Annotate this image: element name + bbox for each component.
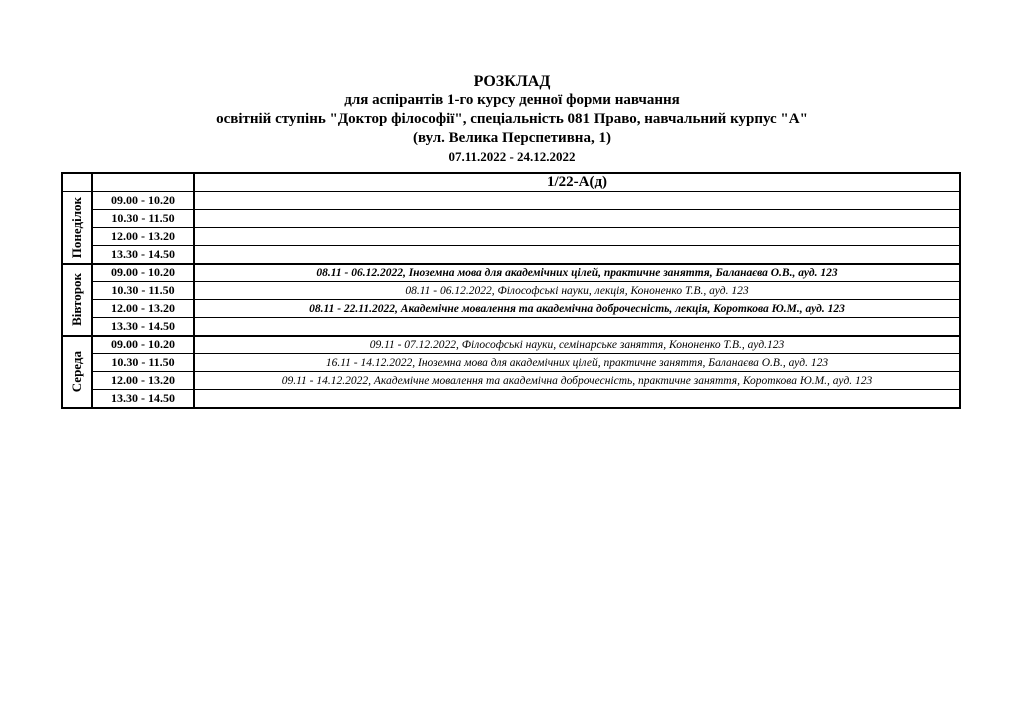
table-row xyxy=(62,228,960,246)
time-slot: 13.30 - 14.50 xyxy=(92,390,194,408)
lesson-cell: 08.11 - 06.12.2022, Іноземна мова для академічних цілей, практичне заняття, Баланаєва О.В., ауд. 123 xyxy=(194,264,960,282)
lesson-cell xyxy=(194,390,960,408)
schedule-table xyxy=(61,172,961,409)
document-header xyxy=(0,72,1024,165)
lesson-cell: 09.11 - 07.12.2022, Філософські науки, семінарське заняття, Кононенко Т.В., ауд.123 xyxy=(194,336,960,354)
table-row xyxy=(62,354,960,372)
time-slot: 09.00 - 10.20 xyxy=(92,192,194,210)
table-row xyxy=(62,210,960,228)
table-row xyxy=(62,300,960,318)
time-slot: 12.00 - 13.20 xyxy=(92,228,194,246)
day-label: Понеділок xyxy=(69,196,84,258)
table-row xyxy=(62,264,960,282)
header-corner-time xyxy=(92,173,194,192)
day-cell-tuesday xyxy=(62,264,92,336)
subtitle-address: (вул. Велика Перспетивна, 1) xyxy=(413,130,611,146)
time-slot: 10.30 - 11.50 xyxy=(92,354,194,372)
time-slot: 13.30 - 14.50 xyxy=(92,318,194,336)
lesson-cell xyxy=(194,318,960,336)
group-name: 1/22-А(д) xyxy=(194,173,960,192)
page-title: РОЗКЛАД xyxy=(473,73,551,90)
day-label: Середа xyxy=(69,350,84,393)
table-header-row xyxy=(62,173,960,192)
table-row xyxy=(62,372,960,390)
table-row xyxy=(62,192,960,210)
time-slot: 09.00 - 10.20 xyxy=(92,336,194,354)
lesson-cell xyxy=(194,192,960,210)
time-slot: 10.30 - 11.50 xyxy=(92,210,194,228)
header-corner-day xyxy=(62,173,92,192)
day-cell-monday xyxy=(62,192,92,264)
subtitle-degree: освітній ступінь "Доктор філософії", спеціальність 081 Право, навчальний курпус "А" xyxy=(216,111,808,127)
lesson-cell xyxy=(194,210,960,228)
lesson-cell: 09.11 - 14.12.2022, Академічне мовалення та академічна доброчесність, практичне заняття, Короткова Ю.М., ауд. 123 xyxy=(194,372,960,390)
time-slot: 09.00 - 10.20 xyxy=(92,264,194,282)
lesson-cell: 08.11 - 06.12.2022, Філософські науки, лекція, Кононенко Т.В., ауд. 123 xyxy=(194,282,960,300)
time-slot: 12.00 - 13.20 xyxy=(92,300,194,318)
lesson-cell: 16.11 - 14.12.2022, Іноземна мова для академічних цілей, практичне заняття, Баланаєва О.В., ауд. 123 xyxy=(194,354,960,372)
time-slot: 12.00 - 13.20 xyxy=(92,372,194,390)
date-range: 07.11.2022 - 24.12.2022 xyxy=(448,149,576,164)
table-row xyxy=(62,390,960,408)
subtitle-audience: для аспірантів 1-го курсу денної форми навчання xyxy=(344,92,680,108)
time-slot: 10.30 - 11.50 xyxy=(92,282,194,300)
table-row xyxy=(62,282,960,300)
lesson-cell: 08.11 - 22.11.2022, Академічне мовалення та академічна доброчесність, лекція, Короткова Ю.М., ауд. 123 xyxy=(194,300,960,318)
time-slot: 13.30 - 14.50 xyxy=(92,246,194,264)
day-cell-wednesday xyxy=(62,336,92,408)
table-row xyxy=(62,336,960,354)
lesson-cell xyxy=(194,228,960,246)
table-row xyxy=(62,318,960,336)
day-label: Вівторок xyxy=(69,273,84,326)
table-row xyxy=(62,246,960,264)
lesson-cell xyxy=(194,246,960,264)
